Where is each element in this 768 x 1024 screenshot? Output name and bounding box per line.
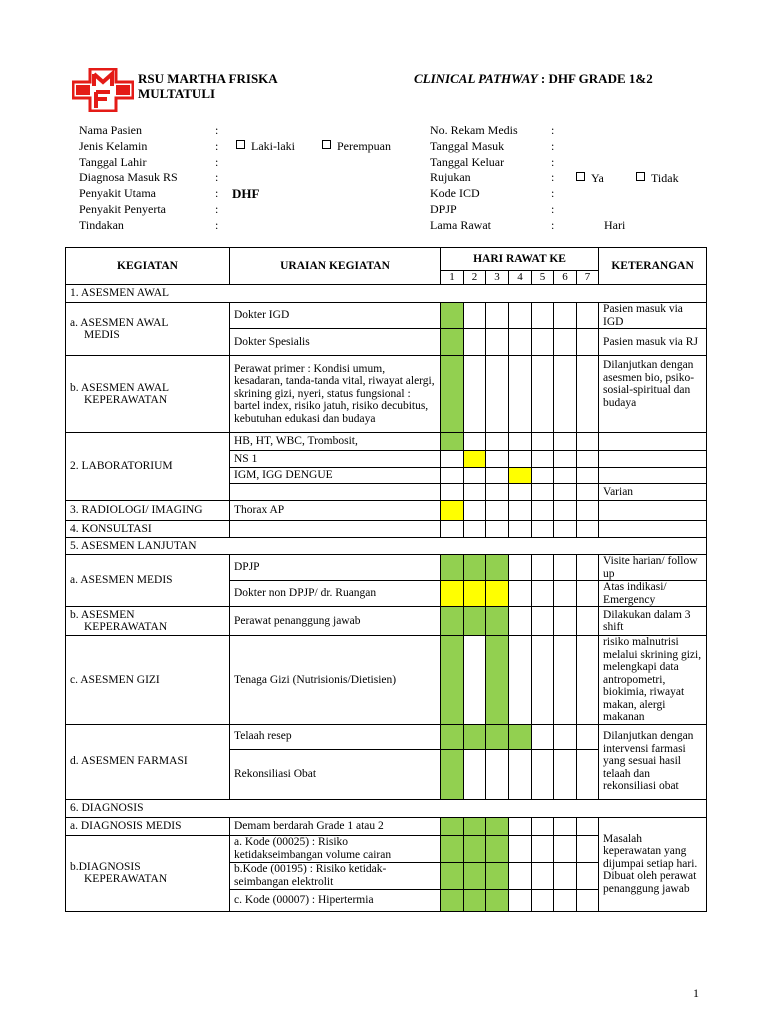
asesmen-awal-medis xyxy=(66,303,230,356)
day-cell[interactable] xyxy=(441,484,464,501)
day-cell[interactable] xyxy=(509,433,532,451)
day-cell[interactable] xyxy=(554,636,577,725)
day-cell-green[interactable] xyxy=(464,835,486,862)
radiologi: 3. RADIOLOGI/ IMAGING xyxy=(66,501,230,521)
keterangan-cell: Varian xyxy=(599,484,707,501)
uraian-cell: Perawat penanggung jawab xyxy=(230,607,441,636)
day-cell[interactable] xyxy=(509,607,532,636)
day-cell[interactable] xyxy=(486,303,509,329)
table-row xyxy=(66,817,707,835)
checkbox-icon[interactable] xyxy=(322,140,331,149)
day-cell-green[interactable] xyxy=(464,724,486,749)
day-cell-yellow[interactable] xyxy=(486,581,509,607)
label-line: KEPERAWATAN xyxy=(84,621,168,633)
day-cell[interactable] xyxy=(509,889,532,911)
day-cell[interactable] xyxy=(509,521,532,538)
day-number: 4 xyxy=(509,271,532,285)
day-number: 7 xyxy=(577,271,599,285)
table-row xyxy=(66,521,707,538)
day-cell[interactable] xyxy=(554,484,577,501)
day-cell[interactable] xyxy=(577,581,599,607)
day-cell[interactable] xyxy=(464,468,486,484)
diagnosis-medis: a. DIAGNOSIS MEDIS xyxy=(66,817,230,835)
laboratorium: 2. LABORATORIUM xyxy=(66,433,230,501)
day-cell-green[interactable] xyxy=(464,607,486,636)
cp-rest: : DHF GRADE 1&2 xyxy=(537,71,653,86)
day-cell-green[interactable] xyxy=(441,607,464,636)
field-label: Tanggal Keluar xyxy=(430,154,505,169)
day-cell[interactable] xyxy=(554,433,577,451)
day-cell[interactable] xyxy=(532,889,554,911)
day-cell[interactable] xyxy=(509,636,532,725)
day-cell[interactable] xyxy=(577,862,599,889)
checkbox-icon[interactable] xyxy=(576,172,585,181)
day-cell[interactable] xyxy=(441,521,464,538)
field-label: Kode ICD xyxy=(430,186,480,201)
day-cell[interactable] xyxy=(486,521,509,538)
day-cell[interactable] xyxy=(509,817,532,835)
day-cell[interactable] xyxy=(486,749,509,799)
day-cell[interactable] xyxy=(577,433,599,451)
day-cell-green[interactable] xyxy=(486,835,509,862)
day-cell[interactable] xyxy=(532,329,554,356)
colons-left xyxy=(215,123,218,234)
keterangan-cell: Dilakukan dalam 3 shift xyxy=(599,607,707,636)
section-row xyxy=(66,799,707,817)
rujukan-tidak-label: Tidak xyxy=(651,171,679,185)
keterangan-cell: Atas indikasi/ Emergency xyxy=(599,581,707,607)
day-cell[interactable] xyxy=(464,329,486,356)
day-cell[interactable] xyxy=(532,835,554,862)
table-row xyxy=(66,555,707,581)
colon: : xyxy=(215,138,219,153)
day-cell[interactable] xyxy=(532,862,554,889)
day-cell-green[interactable] xyxy=(486,724,509,749)
day-cell[interactable] xyxy=(577,451,599,468)
label-line: a. ASESMEN AWAL xyxy=(70,316,169,329)
day-cell[interactable] xyxy=(464,303,486,329)
field-label: Tanggal Lahir xyxy=(79,154,147,169)
asesmen-keperawatan xyxy=(66,607,230,636)
page-number: 1 xyxy=(693,986,699,1000)
colon: : xyxy=(215,186,219,201)
uraian-cell: Thorax AP xyxy=(230,501,441,521)
day-cell[interactable] xyxy=(577,555,599,581)
keterangan-cell: risiko malnutrisi melalui skrining gizi, melengkapi data antropometri, biokimia, riwayat makan, alergi makanan xyxy=(599,636,707,725)
day-cell[interactable] xyxy=(464,749,486,799)
uraian-cell xyxy=(230,521,441,538)
day-cell[interactable] xyxy=(577,356,599,433)
label-line: MEDIS xyxy=(84,329,120,341)
day-cell[interactable] xyxy=(509,303,532,329)
day-cell[interactable] xyxy=(532,451,554,468)
day-cell[interactable] xyxy=(532,581,554,607)
day-cell[interactable] xyxy=(532,555,554,581)
day-cell-green[interactable] xyxy=(441,329,464,356)
day-cell-green[interactable] xyxy=(464,555,486,581)
day-cell[interactable] xyxy=(554,451,577,468)
patient-info-left xyxy=(79,123,178,234)
rujukan-ya-label: Ya xyxy=(591,171,604,185)
table-row xyxy=(66,501,707,521)
day-cell-green[interactable] xyxy=(441,303,464,329)
day-cell[interactable] xyxy=(577,724,599,749)
day-cell-green[interactable] xyxy=(441,356,464,433)
day-cell[interactable] xyxy=(486,329,509,356)
uraian-cell xyxy=(230,484,441,501)
hospital-name-line1: RSU MARTHA FRISKA xyxy=(138,71,278,86)
keterangan-cell: Masalah keperawatan yang dijumpai setiap hari. Dibuat oleh perawat penanggung jawab xyxy=(599,817,707,911)
day-cell[interactable] xyxy=(577,329,599,356)
keterangan-cell xyxy=(599,468,707,484)
day-cell[interactable] xyxy=(554,329,577,356)
keterangan-cell: Pasien masuk via IGD xyxy=(599,303,707,329)
day-cell-green[interactable] xyxy=(486,889,509,911)
day-cell[interactable] xyxy=(577,889,599,911)
day-cell[interactable] xyxy=(554,817,577,835)
hospital-name xyxy=(138,71,278,101)
uraian-cell: Tenaga Gizi (Nutrisionis/Dietisien) xyxy=(230,636,441,725)
day-cell[interactable] xyxy=(486,484,509,501)
colon: : xyxy=(551,217,555,232)
day-cell-green[interactable] xyxy=(441,835,464,862)
day-cell[interactable] xyxy=(509,835,532,862)
colon: : xyxy=(551,154,555,169)
table-header-row xyxy=(66,248,707,271)
day-cell-green[interactable] xyxy=(486,636,509,725)
hospital-logo xyxy=(72,68,134,112)
day-cell-green[interactable] xyxy=(441,636,464,725)
label-line: b.DIAGNOSIS xyxy=(70,860,141,873)
day-cell[interactable] xyxy=(486,468,509,484)
day-cell[interactable] xyxy=(509,484,532,501)
day-cell[interactable] xyxy=(509,862,532,889)
day-cell[interactable] xyxy=(554,555,577,581)
colons-right xyxy=(551,123,554,234)
uraian-cell: Rekonsiliasi Obat xyxy=(230,749,441,799)
day-cell-green[interactable] xyxy=(441,724,464,749)
day-cell[interactable] xyxy=(577,607,599,636)
uraian-cell: IGM, IGG DENGUE xyxy=(230,468,441,484)
day-cell[interactable] xyxy=(464,484,486,501)
uraian-cell: DPJP xyxy=(230,555,441,581)
colon: : xyxy=(215,123,219,137)
keterangan-cell: Visite harian/ follow up xyxy=(599,555,707,581)
day-cell[interactable] xyxy=(532,468,554,484)
keterangan-cell xyxy=(599,433,707,451)
colon: : xyxy=(551,170,555,185)
day-cell-yellow[interactable] xyxy=(464,451,486,468)
day-cell[interactable] xyxy=(532,607,554,636)
keterangan-cell xyxy=(599,451,707,468)
diagnosis-keperawatan xyxy=(66,835,230,911)
label-line: KEPERAWATAN xyxy=(84,394,168,406)
day-number: 6 xyxy=(554,271,577,285)
day-cell[interactable] xyxy=(554,889,577,911)
label-line: KEPERAWATAN xyxy=(84,873,168,885)
day-cell[interactable] xyxy=(464,521,486,538)
field-label: Nama Pasien xyxy=(79,123,142,137)
label-line: b. ASESMEN AWAL xyxy=(70,381,170,394)
day-cell[interactable] xyxy=(441,468,464,484)
field-label: Lama Rawat xyxy=(430,217,491,232)
day-cell[interactable] xyxy=(577,468,599,484)
day-cell-green[interactable] xyxy=(441,862,464,889)
day-cell[interactable] xyxy=(577,835,599,862)
day-cell-yellow[interactable] xyxy=(441,501,464,521)
table-row xyxy=(66,303,707,329)
colon: : xyxy=(215,154,219,169)
keterangan-cell: Dilanjutkan dengan intervensi farmasi yang sesuai hasil telaah dan rekonsiliasi obat xyxy=(599,724,707,799)
konsultasi: 4. KONSULTASI xyxy=(66,521,230,538)
field-label: Rujukan xyxy=(430,170,471,185)
day-cell-green[interactable] xyxy=(464,889,486,911)
day-cell-green[interactable] xyxy=(441,433,464,451)
field-label: Penyakit Penyerta xyxy=(79,201,166,216)
cp-label: CLINICAL PATHWAY xyxy=(414,71,538,86)
day-cell-green[interactable] xyxy=(441,889,464,911)
day-cell[interactable] xyxy=(577,303,599,329)
table-row xyxy=(66,724,707,749)
asesmen-awal-keperawatan xyxy=(66,356,230,433)
table-row xyxy=(66,356,707,433)
uraian-cell: Demam berdarah Grade 1 atau 2 xyxy=(230,817,441,835)
day-cell[interactable] xyxy=(554,356,577,433)
day-cell[interactable] xyxy=(554,749,577,799)
day-cell[interactable] xyxy=(464,356,486,433)
day-cell[interactable] xyxy=(577,521,599,538)
day-cell[interactable] xyxy=(554,862,577,889)
day-cell-green[interactable] xyxy=(441,817,464,835)
header-uraian: URAIAN KEGIATAN xyxy=(230,248,441,285)
checkbox-icon[interactable] xyxy=(236,140,245,149)
uraian-cell: HB, HT, WBC, Trombosit, xyxy=(230,433,441,451)
table-row xyxy=(66,433,707,451)
header-kegiatan: KEGIATAN xyxy=(66,248,230,285)
day-number: 5 xyxy=(532,271,554,285)
day-cell[interactable] xyxy=(532,501,554,521)
day-cell[interactable] xyxy=(577,636,599,725)
table-row xyxy=(66,636,707,725)
day-cell[interactable] xyxy=(577,484,599,501)
colon: : xyxy=(551,138,555,153)
day-cell-yellow[interactable] xyxy=(509,468,532,484)
day-cell[interactable] xyxy=(509,749,532,799)
field-label: No. Rekam Medis xyxy=(430,123,518,137)
header-hari-rawat: HARI RAWAT KE xyxy=(441,248,599,271)
gender-female-label: Perempuan xyxy=(337,139,391,153)
day-cell[interactable] xyxy=(509,581,532,607)
uraian-cell: b.Kode (00195) : Risiko ketidak-seimbangan elektrolit xyxy=(230,862,441,889)
colon: : xyxy=(551,201,555,216)
day-cell-green[interactable] xyxy=(486,817,509,835)
day-number: 2 xyxy=(464,271,486,285)
day-cell[interactable] xyxy=(509,329,532,356)
day-cell[interactable] xyxy=(554,581,577,607)
colon: : xyxy=(551,186,555,201)
day-cell[interactable] xyxy=(577,749,599,799)
uraian-cell: c. Kode (00007) : Hipertermia xyxy=(230,889,441,911)
day-cell[interactable] xyxy=(532,724,554,749)
keterangan-cell: Pasien masuk via RJ xyxy=(599,329,707,356)
day-cell[interactable] xyxy=(554,303,577,329)
day-number: 1 xyxy=(441,271,464,285)
day-cell[interactable] xyxy=(577,501,599,521)
day-cell[interactable] xyxy=(532,433,554,451)
field-label: Penyakit Utama xyxy=(79,186,156,201)
day-cell[interactable] xyxy=(464,433,486,451)
uraian-cell: a. Kode (00025) : Risiko ketidakseimbangan volume cairan xyxy=(230,835,441,862)
penyakit-utama-value: DHF xyxy=(232,186,260,201)
uraian-cell: Telaah resep xyxy=(230,724,441,749)
asesmen-medis: a. ASESMEN MEDIS xyxy=(66,555,230,607)
keterangan-cell: Dilanjutkan dengan asesmen bio, psiko-sosial-spiritual dan budaya xyxy=(599,356,707,433)
day-cell-green[interactable] xyxy=(509,724,532,749)
field-label: Jenis Kelamin xyxy=(79,138,148,153)
day-cell[interactable] xyxy=(554,724,577,749)
header-keterangan: KETERANGAN xyxy=(599,248,707,285)
day-cell[interactable] xyxy=(554,607,577,636)
day-cell[interactable] xyxy=(577,817,599,835)
day-cell[interactable] xyxy=(509,555,532,581)
day-cell[interactable] xyxy=(486,501,509,521)
day-cell-green[interactable] xyxy=(464,817,486,835)
label-line: b. ASESMEN xyxy=(70,608,135,621)
day-cell[interactable] xyxy=(554,501,577,521)
field-label: Tindakan xyxy=(79,217,124,232)
section-row xyxy=(66,538,707,555)
uraian-cell: Dokter non DPJP/ dr. Ruangan xyxy=(230,581,441,607)
checkbox-icon[interactable] xyxy=(636,172,645,181)
day-cell[interactable] xyxy=(464,501,486,521)
gender-male-label: Laki-laki xyxy=(251,139,295,153)
field-label: Tanggal Masuk xyxy=(430,138,505,153)
table-row xyxy=(66,607,707,636)
day-cell[interactable] xyxy=(532,484,554,501)
keterangan-cell xyxy=(599,521,707,538)
uraian-cell: NS 1 xyxy=(230,451,441,468)
clinical-pathway-table xyxy=(65,247,707,912)
section-diagnosis: 6. DIAGNOSIS xyxy=(66,799,707,817)
patient-info-right xyxy=(430,123,518,234)
colon: : xyxy=(551,123,555,137)
day-number: 3 xyxy=(486,271,509,285)
day-cell-green[interactable] xyxy=(486,555,509,581)
day-cell-green[interactable] xyxy=(441,555,464,581)
day-cell[interactable] xyxy=(554,521,577,538)
uraian-cell: Perawat primer : Kondisi umum, kesadaran, tanda-tanda vital, riwayat alergi, skrining gizi, nyeri, status fungsional : bartel index, risiko jatuh, risiko decubitus, kebutuhan edukasi dan budaya xyxy=(230,356,441,433)
day-cell[interactable] xyxy=(486,356,509,433)
asesmen-gizi: c. ASESMEN GIZI xyxy=(66,636,230,725)
uraian-cell: Dokter IGD xyxy=(230,303,441,329)
rujukan-tidak-option[interactable] xyxy=(636,171,679,187)
day-cell[interactable] xyxy=(464,636,486,725)
section-asesmen-lanjutan: 5. ASESMEN LANJUTAN xyxy=(66,538,707,555)
lama-rawat-unit: Hari xyxy=(604,218,626,232)
rujukan-ya-option[interactable] xyxy=(576,171,604,187)
day-cell-yellow[interactable] xyxy=(464,581,486,607)
day-cell[interactable] xyxy=(532,303,554,329)
day-cell[interactable] xyxy=(441,451,464,468)
hospital-name-line2: MULTATULI xyxy=(138,86,216,101)
asesmen-farmasi: d. ASESMEN FARMASI xyxy=(66,724,230,799)
keterangan-cell xyxy=(599,501,707,521)
gender-female-option[interactable] xyxy=(322,139,391,155)
day-cell[interactable] xyxy=(509,451,532,468)
day-cell-green[interactable] xyxy=(486,862,509,889)
day-cell[interactable] xyxy=(509,501,532,521)
day-cell[interactable] xyxy=(554,468,577,484)
colon: : xyxy=(215,217,219,232)
colon: : xyxy=(215,170,219,185)
section-row xyxy=(66,285,707,303)
field-label: DPJP xyxy=(430,201,457,216)
colon: : xyxy=(215,201,219,216)
day-cell[interactable] xyxy=(532,636,554,725)
gender-male-option[interactable] xyxy=(236,139,295,155)
day-cell[interactable] xyxy=(509,356,532,433)
day-cell[interactable] xyxy=(532,356,554,433)
day-cell[interactable] xyxy=(532,521,554,538)
document-title xyxy=(414,71,653,87)
day-cell-green[interactable] xyxy=(486,607,509,636)
day-cell-green[interactable] xyxy=(464,862,486,889)
field-label: Diagnosa Masuk RS xyxy=(79,170,178,185)
day-cell[interactable] xyxy=(486,433,509,451)
uraian-cell: Dokter Spesialis xyxy=(230,329,441,356)
section-asesmen-awal: 1. ASESMEN AWAL xyxy=(66,285,707,303)
day-cell-green[interactable] xyxy=(441,749,464,799)
day-cell[interactable] xyxy=(486,451,509,468)
day-cell[interactable] xyxy=(532,749,554,799)
day-cell-yellow[interactable] xyxy=(441,581,464,607)
day-cell[interactable] xyxy=(532,817,554,835)
day-cell[interactable] xyxy=(554,835,577,862)
